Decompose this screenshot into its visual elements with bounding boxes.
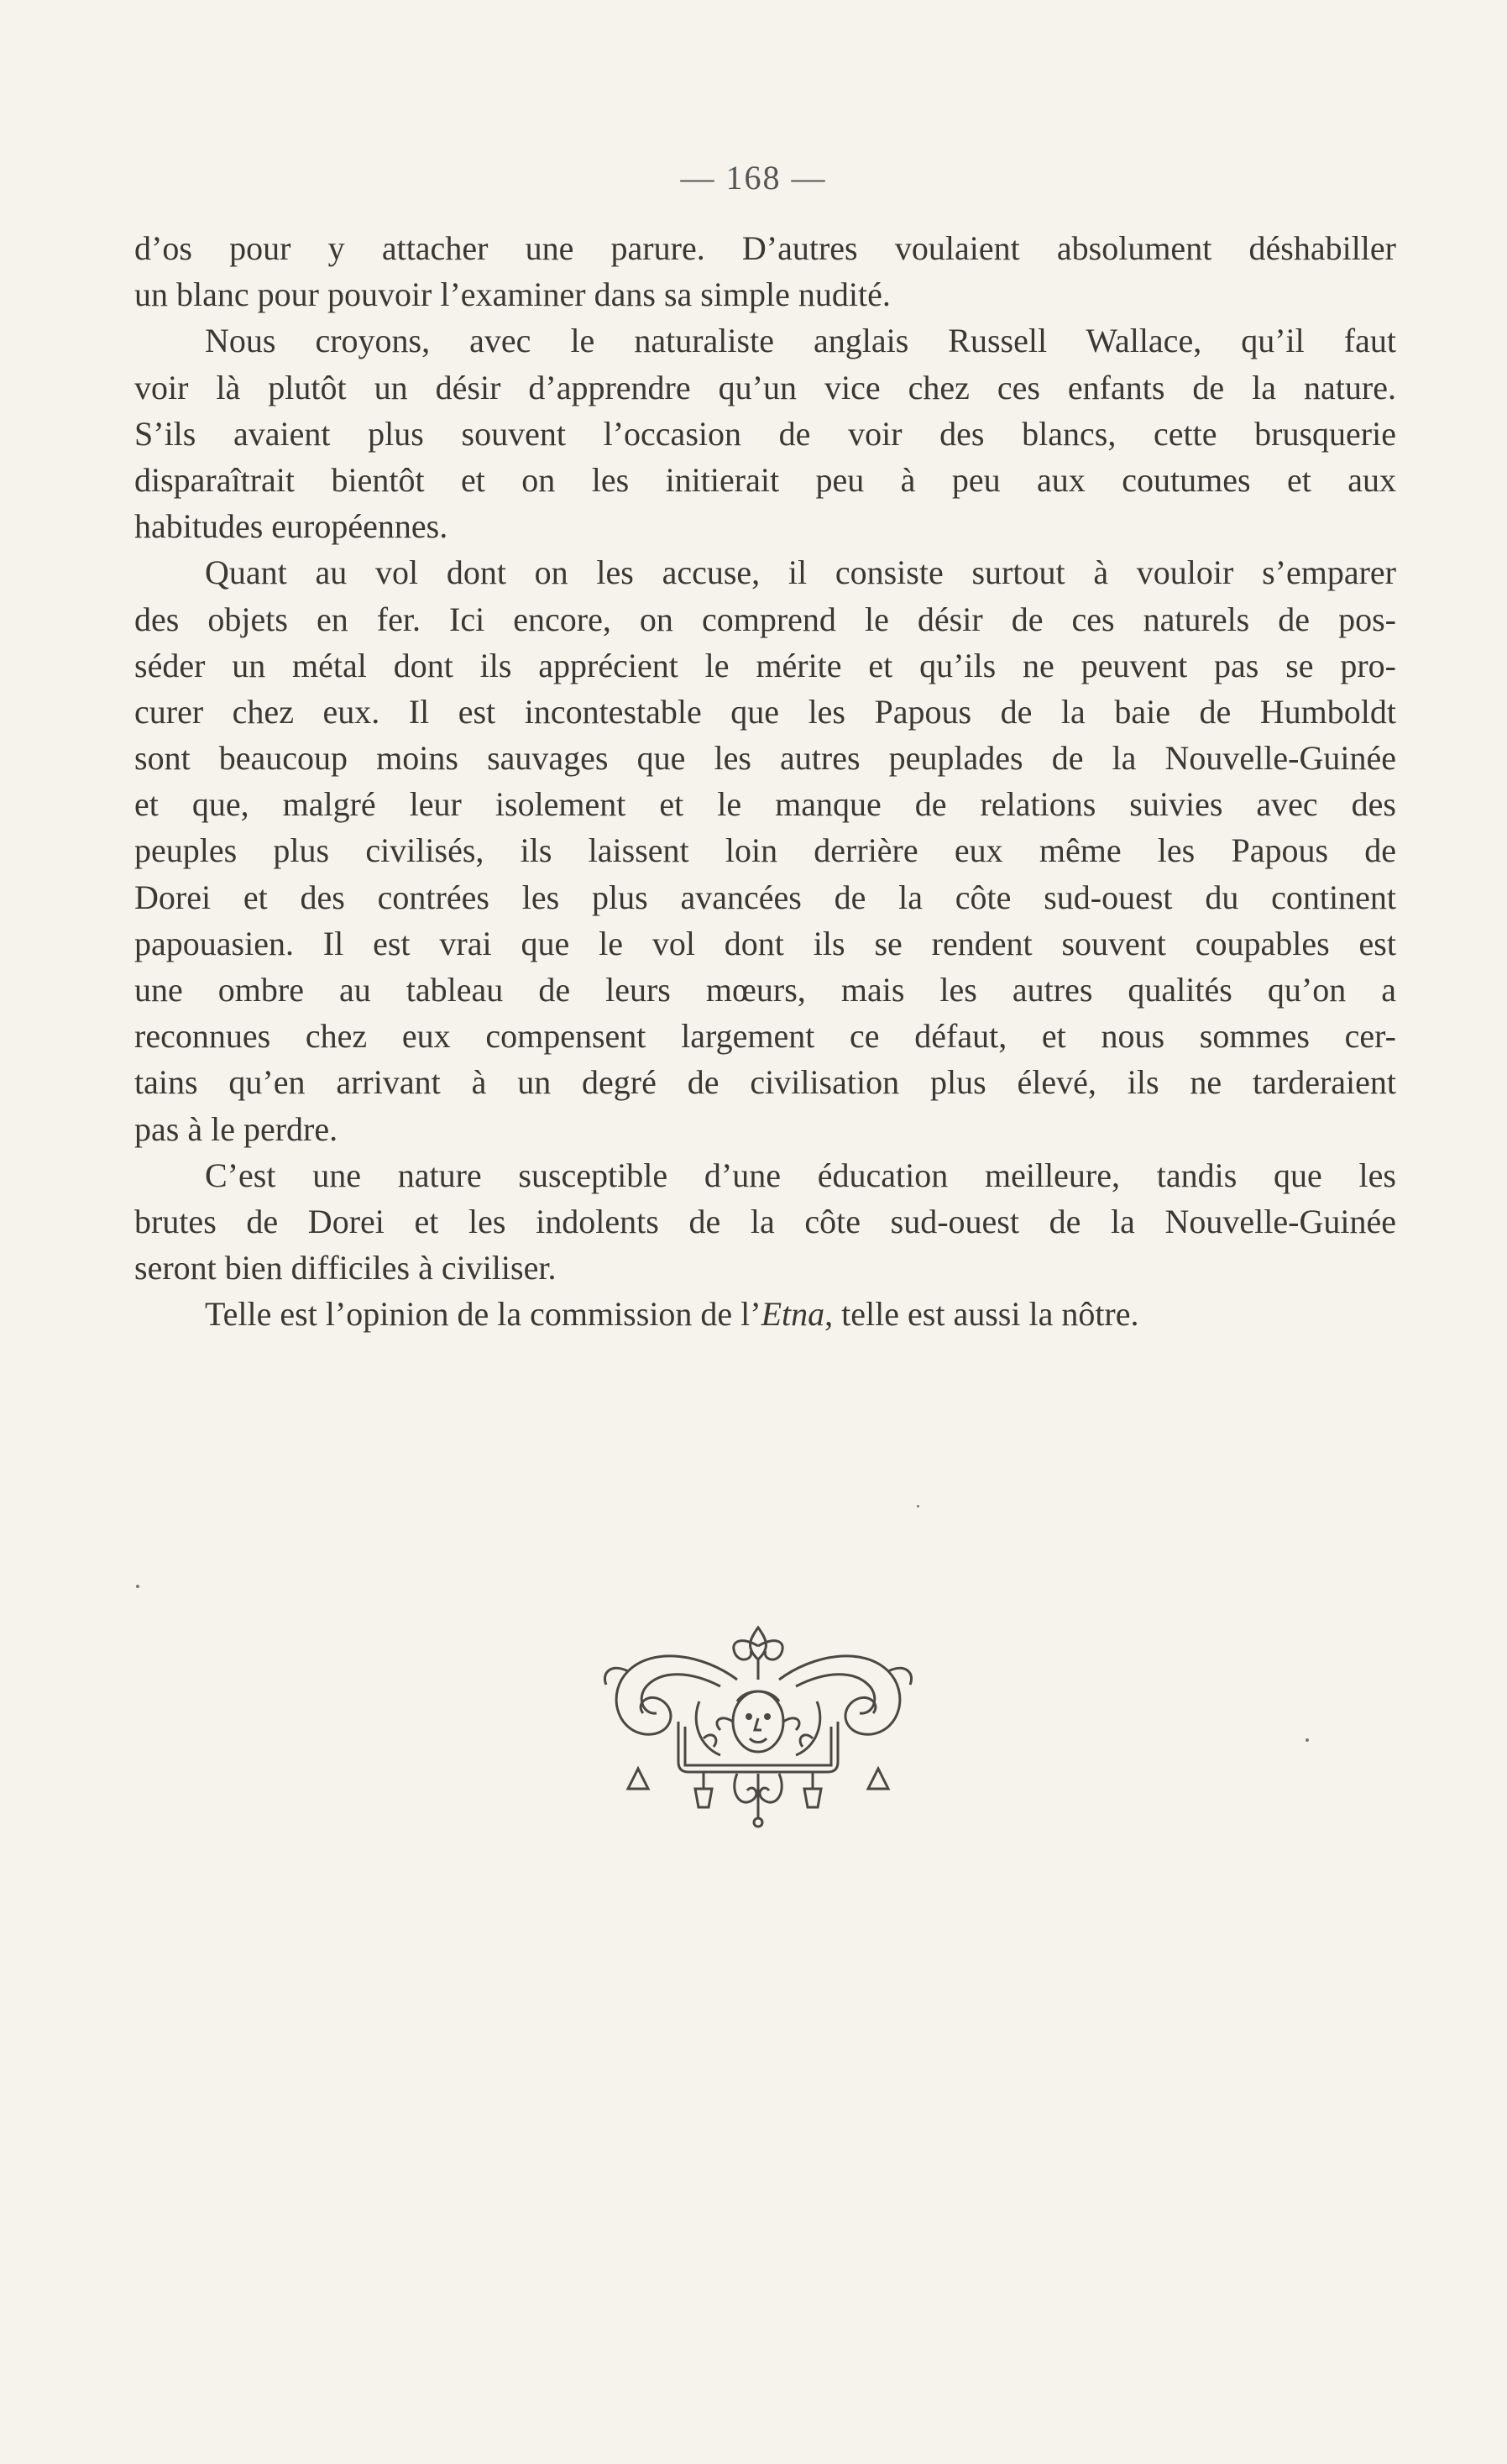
text-line: voir là plutôt un désir d’apprendre qu’un vice chez ces enfants de la nature. [134, 368, 1396, 406]
paragraph-start-line: C’est une nature susceptible d’une éducation meilleure, tandis que les [205, 1156, 1396, 1194]
text-line: disparaîtrait bientôt et on les initierait peu à peu aux coutumes et aux [134, 460, 1396, 499]
text-line: et que, malgré leur isolement et le manque de relations suivies avec des [134, 785, 1396, 824]
text-line: un blanc pour pouvoir l’examiner dans sa simple nudité. [134, 275, 891, 314]
text-line: pas à le perdre. [134, 1109, 338, 1148]
text-line: habitudes européennes. [134, 507, 448, 546]
paper-speck [1306, 1738, 1309, 1742]
text-line: une ombre au tableau de leurs mœurs, mais les autres qualités qu’on a [134, 971, 1396, 1009]
tailpiece-ornament-icon [594, 1621, 922, 1831]
paper-speck [136, 1585, 139, 1588]
text-line: S’ils avaient plus souvent l’occasion de voir des blancs, cette brusquerie [134, 414, 1396, 453]
text-line: curer chez eux. Il est incontestable que les Papous de la baie de Humboldt [134, 692, 1396, 731]
page-number: — 168 — [680, 159, 827, 197]
final-line-before: Telle est l’opinion de la commission de l’ [205, 1295, 761, 1334]
text-line: brutes de Dorei et les indolents de la côte sud-ouest de la Nouvelle-Guinée [134, 1202, 1396, 1240]
text-line: seront bien difficiles à civiliser. [134, 1249, 557, 1287]
text-line: d’os pour y attacher une parure. D’autres voulaient absolument déshabiller [134, 229, 1396, 267]
final-line-after: , telle est aussi la nôtre. [824, 1295, 1139, 1334]
text-line: séder un métal dont ils apprécient le mérite et qu’ils ne peuvent pas se pro- [134, 646, 1396, 684]
text-line: reconnues chez eux compensent largement ce défaut, et nous sommes cer- [134, 1017, 1396, 1056]
text-line: peuples plus civilisés, ils laissent loin derrière eux même les Papous de [134, 831, 1396, 870]
text-line: tains qu’en arrivant à un degré de civilisation plus élevé, ils ne tarderaient [134, 1063, 1396, 1102]
text-line: papouasien. Il est vrai que le vol dont ils se rendent souvent coupables est [134, 924, 1396, 962]
body-text [134, 225, 1396, 1338]
ship-name: Etna [761, 1295, 825, 1334]
paragraph-start-line: Nous croyons, avec le naturaliste anglais Russell Wallace, qu’il faut [205, 322, 1396, 360]
final-paragraph-line [134, 1291, 1396, 1337]
text-line: Dorei et des contrées les plus avancées de la côte sud-ouest du continent [134, 878, 1396, 916]
paper-speck [917, 1505, 919, 1507]
text-line: sont beaucoup moins sauvages que les autres peuplades de la Nouvelle-Guinée [134, 739, 1396, 778]
paragraph-start-line: Quant au vol dont on les accuse, il consiste surtout à vouloir s’emparer [205, 553, 1396, 592]
text-line: des objets en fer. Ici encore, on comprend le désir de ces naturels de pos- [134, 600, 1396, 638]
